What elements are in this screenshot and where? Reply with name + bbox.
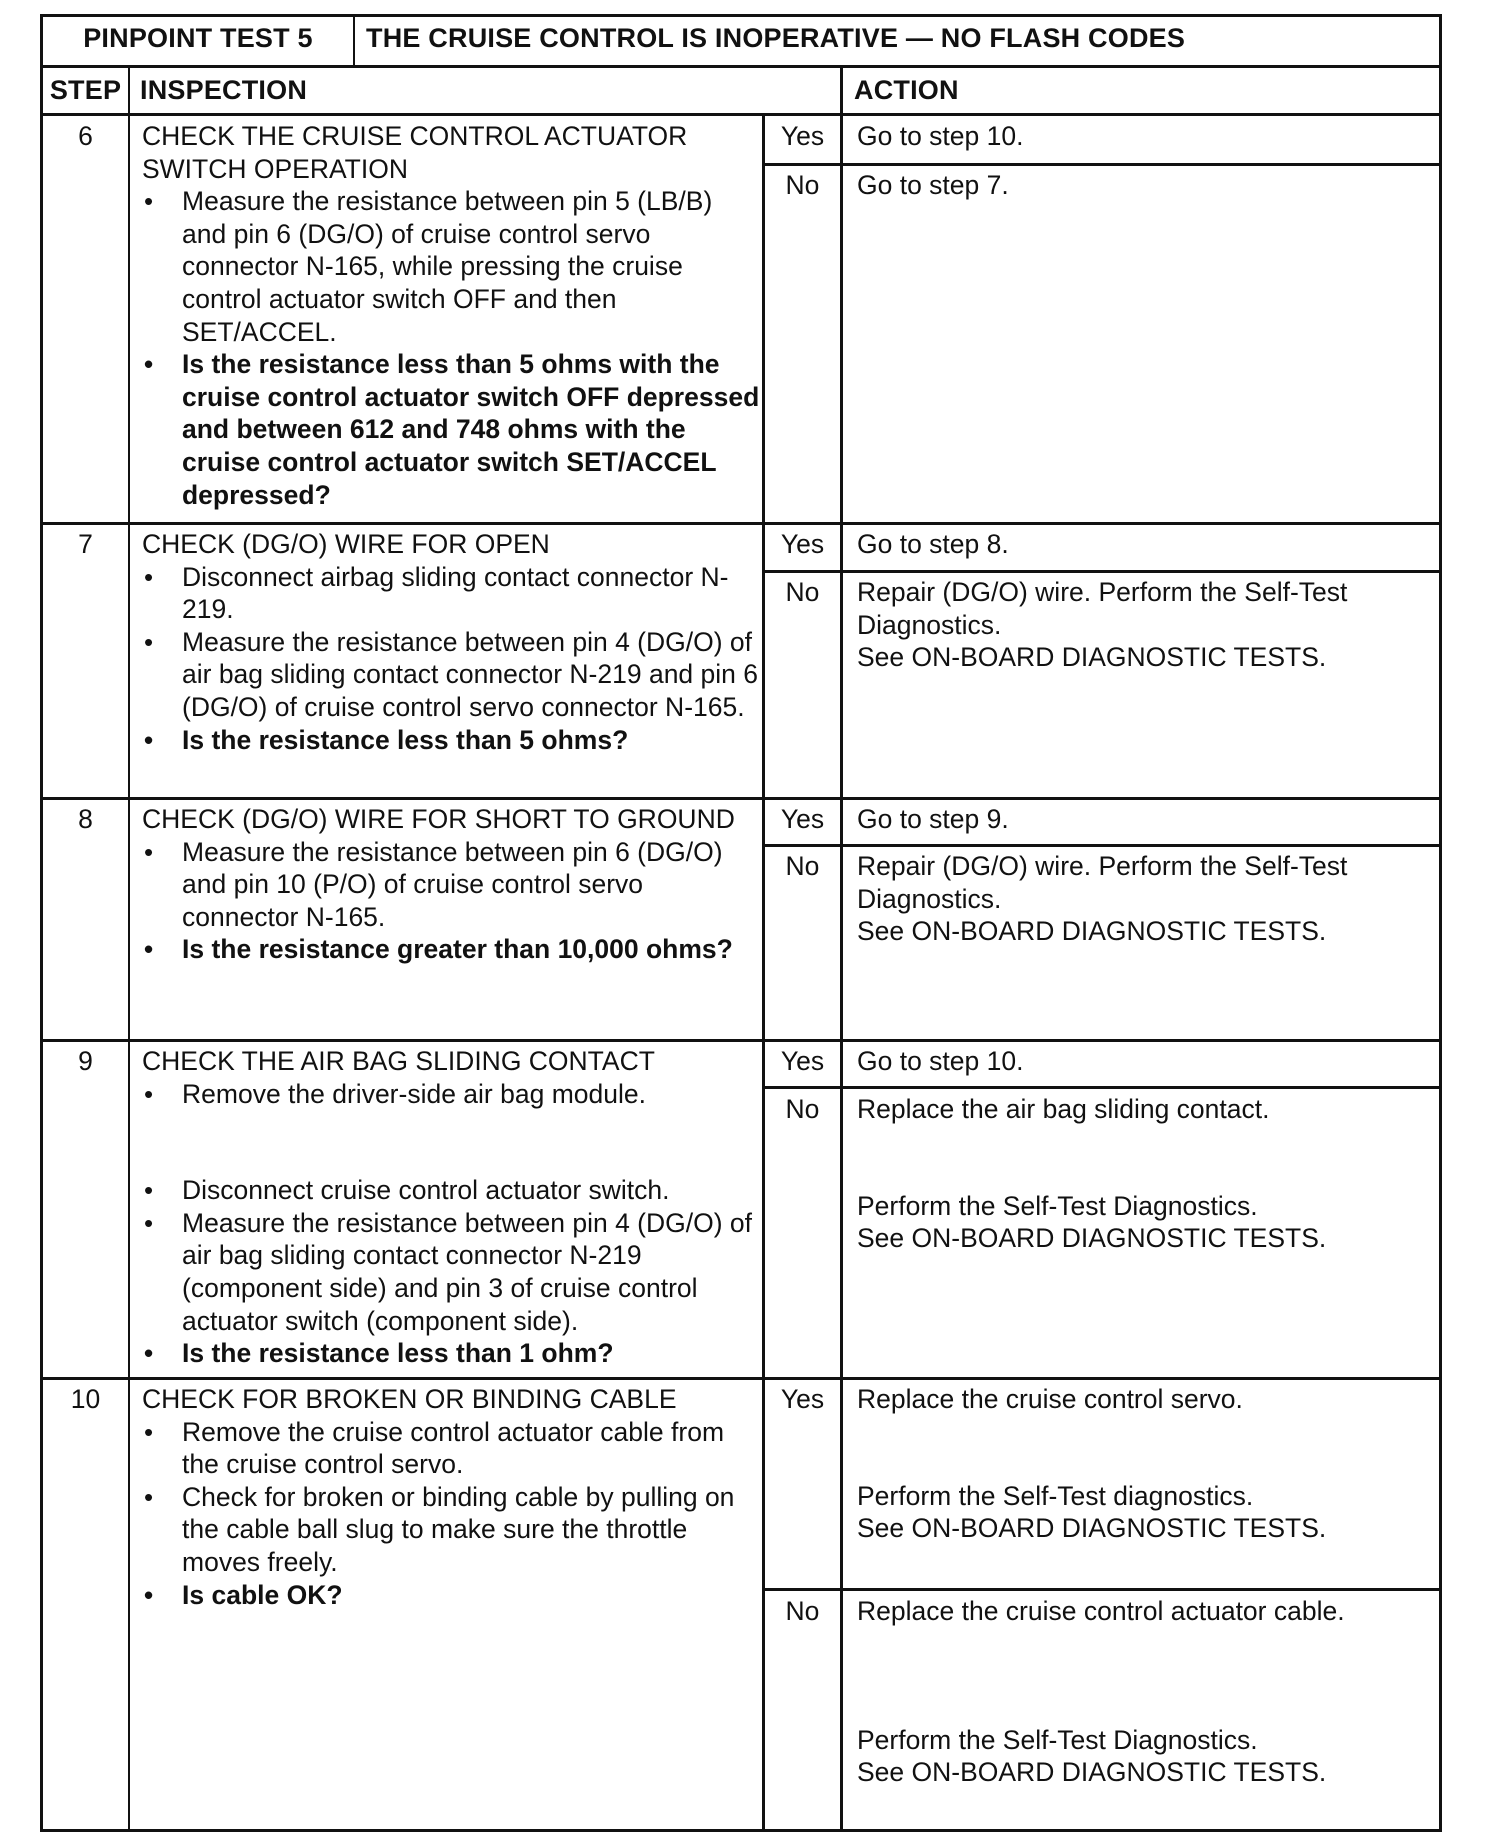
step-inspection xyxy=(132,1383,762,1611)
column-header-step: STEP xyxy=(49,75,122,105)
inspection-question: • Is the resistance less than 1 ohm? xyxy=(132,1337,762,1370)
inspection-question: • Is the resistance less than 5 ohms? xyxy=(132,724,762,757)
action-line: See ON-BOARD DIAGNOSTIC TESTS. xyxy=(857,916,1327,947)
action-line: Perform the Self-Test diagnostics. xyxy=(857,1480,1254,1511)
no-action xyxy=(843,1093,1439,1255)
action-line: Repair (DG/O) wire. Perform the Self-Test Diagnostics. xyxy=(857,577,1348,640)
no-action xyxy=(843,576,1403,674)
yes-action xyxy=(843,1045,1439,1078)
inspection-bullet: • Measure the resistance between pin 6 (DG/O) and pin 10 (P/O) of cruise control servo connector N-165. xyxy=(132,836,762,934)
yes-label: Yes xyxy=(780,1046,825,1076)
action-line: See ON-BOARD DIAGNOSTIC TESTS. xyxy=(857,1757,1327,1788)
no-label: No xyxy=(785,851,820,881)
yes-label: Yes xyxy=(780,804,825,834)
no-action xyxy=(843,169,1439,202)
inspection-question: • Is cable OK? xyxy=(132,1579,762,1612)
step-number: 9 xyxy=(78,1046,93,1076)
action-line: See ON-BOARD DIAGNOSTIC TESTS. xyxy=(857,1223,1327,1254)
no-action xyxy=(843,850,1403,948)
step-inspection xyxy=(132,803,762,966)
action-line: Go to step 7. xyxy=(857,170,1009,200)
yes-action xyxy=(843,1383,1439,1545)
column-header-inspection: INSPECTION xyxy=(140,75,308,105)
action-line: Go to step 10. xyxy=(857,1046,1024,1076)
step-title: CHECK THE CRUISE CONTROL ACTUATOR SWITCH OPERATION xyxy=(142,121,688,184)
step-title: CHECK FOR BROKEN OR BINDING CABLE xyxy=(142,1384,677,1414)
column-header-action: ACTION xyxy=(854,75,959,105)
inspection-bullet: • Remove the cruise control actuator cable from the cruise control servo. xyxy=(132,1416,762,1481)
step-number: 7 xyxy=(78,529,93,559)
yes-label: Yes xyxy=(780,529,825,559)
step-number: 10 xyxy=(70,1384,101,1414)
step-inspection xyxy=(132,528,762,756)
action-line: Go to step 8. xyxy=(857,529,1009,559)
step-inspection xyxy=(132,1045,762,1370)
yes-label: Yes xyxy=(780,1384,825,1414)
action-line: Perform the Self-Test Diagnostics. xyxy=(857,1190,1258,1221)
test-title: THE CRUISE CONTROL IS INOPERATIVE — NO FLASH CODES xyxy=(366,23,1186,53)
inspection-bullet: • Remove the driver-side air bag module. xyxy=(132,1078,762,1111)
inspection-question: • Is the resistance less than 5 ohms with the cruise control actuator switch OFF depressed and between 612 and 748 ohms with the cruise control actuator switch SET/ACCEL depressed? xyxy=(132,348,762,511)
step-title: CHECK (DG/O) WIRE FOR SHORT TO GROUND xyxy=(142,804,735,834)
yes-action xyxy=(843,803,1439,836)
no-label: No xyxy=(785,577,820,607)
inspection-bullet: • Measure the resistance between pin 4 (DG/O) of air bag sliding contact connector N-219 (component side) and pin 3 of cruise control actuator switch (component side). xyxy=(132,1207,762,1337)
step-number: 6 xyxy=(78,121,93,151)
action-line: Go to step 9. xyxy=(857,804,1009,834)
inspection-bullet: • Disconnect cruise control actuator switch. xyxy=(132,1174,762,1207)
action-line: Replace the cruise control servo. xyxy=(857,1384,1243,1414)
no-action xyxy=(843,1595,1439,1789)
action-line: Go to step 10. xyxy=(857,121,1024,151)
test-label: PINPOINT TEST 5 xyxy=(83,23,313,53)
yes-action xyxy=(843,528,1439,561)
yes-action xyxy=(843,120,1439,153)
pinpoint-test-table xyxy=(40,14,1442,1832)
step-inspection xyxy=(132,120,762,511)
action-line: Perform the Self-Test Diagnostics. xyxy=(857,1724,1258,1755)
step-number: 8 xyxy=(78,804,93,834)
action-line: See ON-BOARD DIAGNOSTIC TESTS. xyxy=(857,1513,1327,1544)
action-line: Repair (DG/O) wire. Perform the Self-Test Diagnostics. xyxy=(857,851,1348,914)
no-label: No xyxy=(785,1094,820,1124)
no-label: No xyxy=(785,170,820,200)
inspection-bullet: • Measure the resistance between pin 4 (DG/O) of air bag sliding contact connector N-219 and pin 6 (DG/O) of cruise control servo connector N-165. xyxy=(132,626,762,724)
step-title: CHECK THE AIR BAG SLIDING CONTACT xyxy=(142,1046,655,1076)
inspection-bullet: • Measure the resistance between pin 5 (LB/B) and pin 6 (DG/O) of cruise control servo connector N-165, while pressing the cruise control actuator switch OFF and then SET/ACCEL. xyxy=(132,185,762,348)
no-label: No xyxy=(785,1596,820,1626)
action-line: Replace the cruise control actuator cable. xyxy=(857,1596,1345,1626)
yes-label: Yes xyxy=(780,121,825,151)
inspection-bullet: • Check for broken or binding cable by pulling on the cable ball slug to make sure the throttle moves freely. xyxy=(132,1481,762,1579)
step-title: CHECK (DG/O) WIRE FOR OPEN xyxy=(142,529,550,559)
inspection-bullet: • Disconnect airbag sliding contact connector N-219. xyxy=(132,561,762,626)
action-line: See ON-BOARD DIAGNOSTIC TESTS. xyxy=(857,642,1327,673)
action-line: Replace the air bag sliding contact. xyxy=(857,1094,1270,1124)
inspection-question: • Is the resistance greater than 10,000 ohms? xyxy=(132,933,762,966)
